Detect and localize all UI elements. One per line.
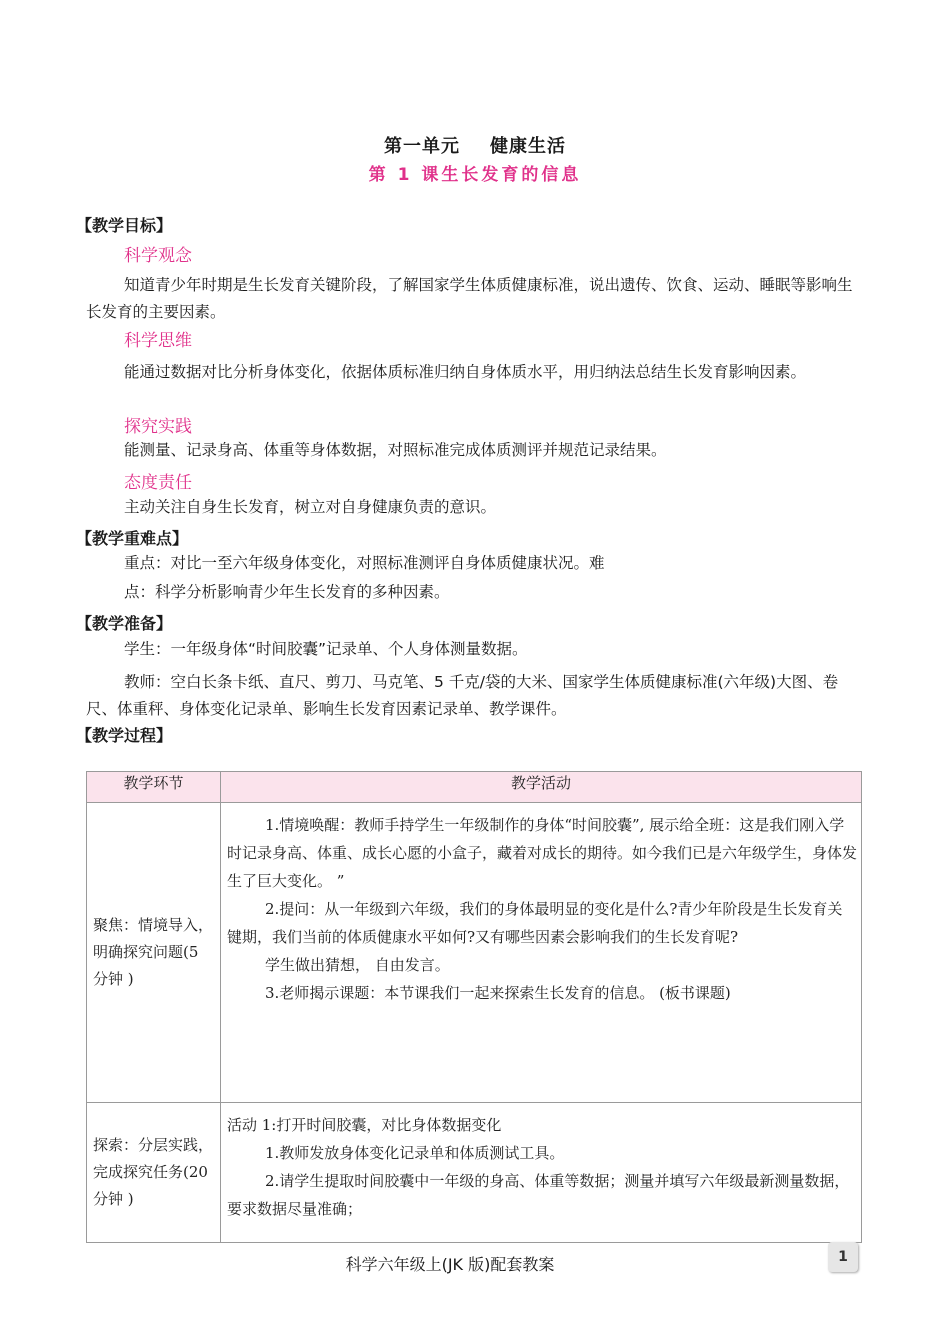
- unit-title-a: 第一单元: [384, 136, 460, 157]
- lesson-title: 第 1 课生长发育的信息: [368, 165, 582, 185]
- preparation-teacher: 教师：空白长条卡纸、直尺、剪刀、马克笔、5 千克/袋的大米、国家学生体质健康标准(六年级)大图、卷尺、体重秤、身体变化记录单、影响生长发育因素记录单、教学课件。: [86, 673, 839, 718]
- activity-cell: [221, 803, 862, 1103]
- attitude-label: 态度责任: [124, 473, 192, 493]
- key-points-heading: 【教学重难点】: [76, 529, 189, 548]
- practice-text: 能测量、记录身高、体重等身体数据，对照标准完成体质测评并规范记录结果。: [124, 441, 667, 459]
- thinking-text: 能通过数据对比分析身体变化，依据体质标准归纳自身体质水平，用归纳法总结生长发育影响因素。: [124, 363, 807, 381]
- footer-text: 科学六年级上(JK 版)配套教案: [345, 1255, 555, 1274]
- unit-title-b: 健康生活: [490, 136, 566, 157]
- preparation-heading: 【教学准备】: [76, 614, 173, 633]
- page-number: 1: [828, 1242, 858, 1272]
- concept-label: 科学观念: [124, 246, 192, 266]
- key-points-line1: 重点：对比一至六年级身体变化，对照标准测评自身体质健康状况。难: [124, 554, 605, 572]
- activity-line: 1.情境唤醒：教师手持学生一年级制作的身体“时间胶囊”, 展示给全班：这是我们刚入学时记录身高、体重、成长心愿的小盒子，藏着对成长的期待。如今我们已是六年级学生，身体发生了巨大变化。 ”: [227, 816, 858, 890]
- thinking-label: 科学思维: [124, 331, 192, 351]
- header-activity: 教学活动: [221, 772, 862, 803]
- attitude-text: 主动关注自身生长发育，树立对自身健康负责的意识。: [124, 498, 497, 516]
- objectives-heading: 【教学目标】: [76, 216, 173, 235]
- stage-cell: 聚焦：情境导入， 明确探究问题(5 分钟 ): [87, 803, 221, 1103]
- header-stage: 教学环节: [87, 772, 221, 803]
- concept-text: 知道青少年时期是生长发育关键阶段，了解国家学生体质健康标准，说出遗传、饮食、运动、睡眠等影响生长发育的主要因素。: [86, 276, 853, 321]
- unit-title: [0, 132, 950, 158]
- activity-line: 活动 1:打开时间胶囊，对比身体数据变化: [227, 1116, 502, 1134]
- activity-line: 2.提问：从一年级到六年级，我们的身体最明显的变化是什么?青少年阶段是生长发育关键期，我们当前的体质健康水平如何?又有哪些因素会影响我们的生长发育呢?: [227, 900, 843, 946]
- stage-cell: 探索：分层实践，完成探究任务(20 分钟 ): [87, 1103, 221, 1243]
- practice-label: 探究实践: [124, 417, 192, 437]
- activity-line: 2.请学生提取时间胶囊中一年级的身高、体重等数据；测量并填写六年级最新测量数据，要求数据尽量准确；: [227, 1172, 850, 1218]
- lesson-plan-table: [86, 771, 862, 1243]
- table-row: [87, 803, 862, 1103]
- activity-line: 3.老师揭示课题：本节课我们一起来探索生长发育的信息。 (板书课题): [265, 984, 731, 1002]
- table-header-row: [87, 772, 862, 803]
- activity-line: 1.教师发放身体变化记录单和体质测试工具。: [265, 1144, 565, 1162]
- process-heading: 【教学过程】: [76, 726, 173, 745]
- key-points-line2: 点：科学分析影响青少年生长发育的多种因素。: [124, 583, 450, 601]
- preparation-student: 学生：一年级身体“时间胶囊”记录单、个人身体测量数据。: [124, 640, 528, 658]
- table-row: [87, 1103, 862, 1243]
- activity-cell: [221, 1103, 862, 1243]
- activity-line: 学生做出猜想， 自由发言。: [265, 956, 450, 974]
